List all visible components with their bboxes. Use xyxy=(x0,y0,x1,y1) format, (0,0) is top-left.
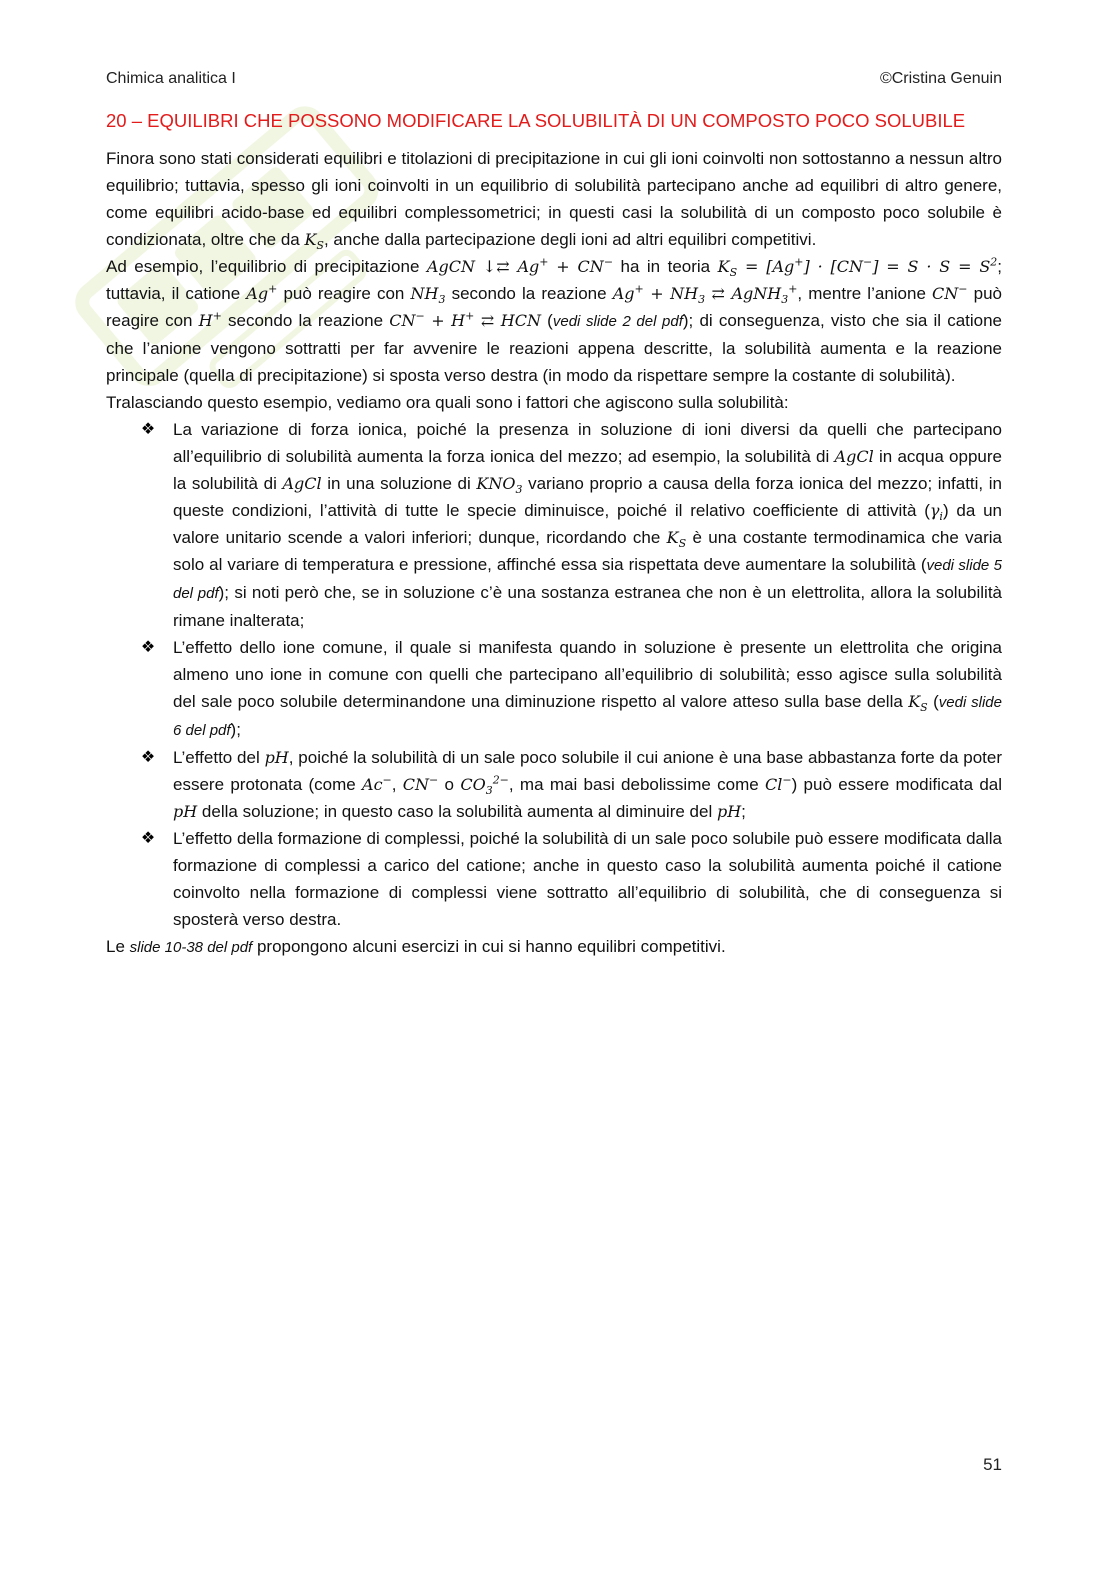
math-ph: pH xyxy=(173,802,198,821)
math-ks: $K_S$ xyxy=(908,692,928,715)
section-title: 20 – EQUILIBRI CHE POSSONO MODIFICARE LA SOLUBILITÀ DI UN COMPOSTO POCO SOLUBILE xyxy=(106,110,966,131)
math-nh3: $NH_3$ xyxy=(410,284,446,307)
diamond-bullet-icon: ❖ xyxy=(140,639,156,656)
math-gamma-i: $\gamma_i$ xyxy=(929,501,943,524)
paragraph-example: Ad esempio, l’equilibrio di precipitazione AgCN ↓⇄ Ag+ + CN− ha in teoria $K_S = [Ag^+] \cdot [CN^-] = S \cdot S = S^2$; tuttavia, il catione Ag+ può reagire con $NH_3$ secondo la reazione $Ag^+ + NH_3$ ⇄ AgNH$_3$+, mentre l’anione CN− può reagire con H+ secondo la reazione CN− + H+ ⇄ HCN (vedi slide 2 del pdf); di conseguenza, visto che sia il catione che l’anione vengono sottratti per far avvenire le reazioni appena descritte, la solubilità aumenta e la reazione principale (quella di precipitazione) si sposta verso destra (in modo da rispettare sempre la costante di solubilità). xyxy=(106,255,1003,385)
diamond-bullet-icon: ❖ xyxy=(140,830,156,847)
citation-slide-6: vedi slide 6 del pdf xyxy=(173,694,1002,739)
math-agcl: AgCl xyxy=(282,474,322,493)
header-author: ©Cristina Genuin xyxy=(879,70,1002,87)
math-reaction-cn-h: CN− + H+ ⇄ HCN xyxy=(389,309,542,330)
math-cn-anion: CN− xyxy=(932,282,968,303)
math-h-plus: H+ xyxy=(198,309,222,330)
math-acetate: Ac− xyxy=(362,773,392,794)
math-ag-cation: Ag+ xyxy=(246,282,278,303)
list-item-ionic-strength: ❖ La variazione di forza ionica, poiché la presenza in soluzione di ioni diversi da quelli che partecipano all’equilibrio di solubilità aumenta la forza ionica del mezzo; ad esempio, la solubilità di AgCl in acqua oppure la solubilità di AgCl in una soluzione di $KNO_3$ variano proprio a causa della forza ionica del mezzo; infatti, in queste condizioni, l’attività di tutte le specie diminuisce, poiché il relativo coefficiente di attività $(\gamma_i)$ da un valore unitario scende a valori inferiori; dunque, ricordando che $K_S$ è una costante termodinamica che varia solo al variare di temperatura e pressione, affinché essa sia rispettata deve aumentare la solubilità (vedi slide 5 del pdf); si noti però che, se in soluzione c’è una sostanza estranea che non è un elettrolita, allora la solubilità rimane inalterata; xyxy=(173,416,1002,634)
math-ks: $K_S$ xyxy=(304,230,324,253)
list-item-complex-formation: ❖ L’effetto della formazione di complessi, poiché la solubilità di un sale poco solubile può essere modificata dalla formazione di complessi a carico del catione; anche in questo caso la solubilità aumenta poiché il catione coinvolto nella formazione di complessi viene sottratto all’equilibrio di solubilità, che di conseguenza si sposterà verso destra. xyxy=(173,825,1002,933)
citation-slides-10-38: slide 10-38 del pdf xyxy=(129,939,253,956)
list-item-common-ion: ❖ L’effetto dello ione comune, il quale si manifesta quando in soluzione è presente un elettrolita che origina almeno uno ione in comune con quelli che partecipano all’equilibrio di solubilità; esso agisce sulla solubilità del sale poco solubile determinandone una diminuzione rispetto al valore atteso sulla base della $K_S$ (vedi slide 6 del pdf); xyxy=(173,634,1002,744)
citation-slide-2: vedi slide 2 del pdf xyxy=(552,313,683,330)
paragraph-exercises: Le slide 10-38 del pdf propongono alcuni esercizi in cui si hanno equilibri competitivi. xyxy=(106,937,726,956)
factors-list xyxy=(106,416,1002,933)
math-chloride: Cl− xyxy=(765,773,792,794)
math-precipitation-equilibrium: AgCN ↓⇄ Ag+ + CN− xyxy=(426,255,614,276)
math-ph: pH xyxy=(264,748,289,767)
page-number: 51 xyxy=(983,1455,1002,1474)
diamond-bullet-icon: ❖ xyxy=(140,749,156,766)
math-agcl: AgCl xyxy=(834,447,874,466)
body-text xyxy=(106,145,1002,961)
math-kno3: $KNO_3$ xyxy=(476,474,523,497)
header-course-title: Chimica analitica I xyxy=(106,70,236,87)
math-carbonate: $CO_3^{2-}$ xyxy=(460,773,509,798)
paragraph-intro: Finora sono stati considerati equilibri e titolazioni di precipitazione in cui gli ioni coinvolti non sottostanno a nessun altro equilibrio; tuttavia, spesso gli ioni coinvolti in un equilibrio di solubilità partecipano anche ad equilibri di altro genere, come equilibri acido-base ed equilibri complessometrici; in questi casi la solubilità di un composto poco solubile è condizionata, oltre che da $K_S$, anche dalla partecipazione degli ioni ad altri equilibri competitivi. xyxy=(106,149,1002,253)
diamond-bullet-icon: ❖ xyxy=(140,421,156,438)
citation-slide-5: vedi slide 5 del pdf xyxy=(173,557,1003,602)
math-reaction-ag-nh3: $Ag^+ + NH_3$ ⇄ AgNH$_3$+ xyxy=(612,282,798,307)
math-ph: pH xyxy=(716,802,742,821)
paragraph-factors-intro: Tralasciando questo esempio, vediamo ora quali sono i fattori che agiscono sulla solubilità: xyxy=(106,393,789,412)
math-ks: $K_S$ xyxy=(666,528,687,551)
math-cn-anion: CN− xyxy=(402,773,439,794)
math-ks-expression: $K_S = [Ag^+] \cdot [CN^-] = S \cdot S = S^2$ xyxy=(717,255,998,280)
list-item-ph-effect: ❖ L’effetto del pH, poiché la solubilità di un sale poco solubile il cui anione è una base abbastanza forte da poter essere protonata (come Ac−, CN− o $CO_3^{2-}$, ma mai basi debolissime come Cl−) può essere modificata dal pH della soluzione; in questo caso la solubilità aumenta al diminuire del pH; xyxy=(173,744,1002,825)
